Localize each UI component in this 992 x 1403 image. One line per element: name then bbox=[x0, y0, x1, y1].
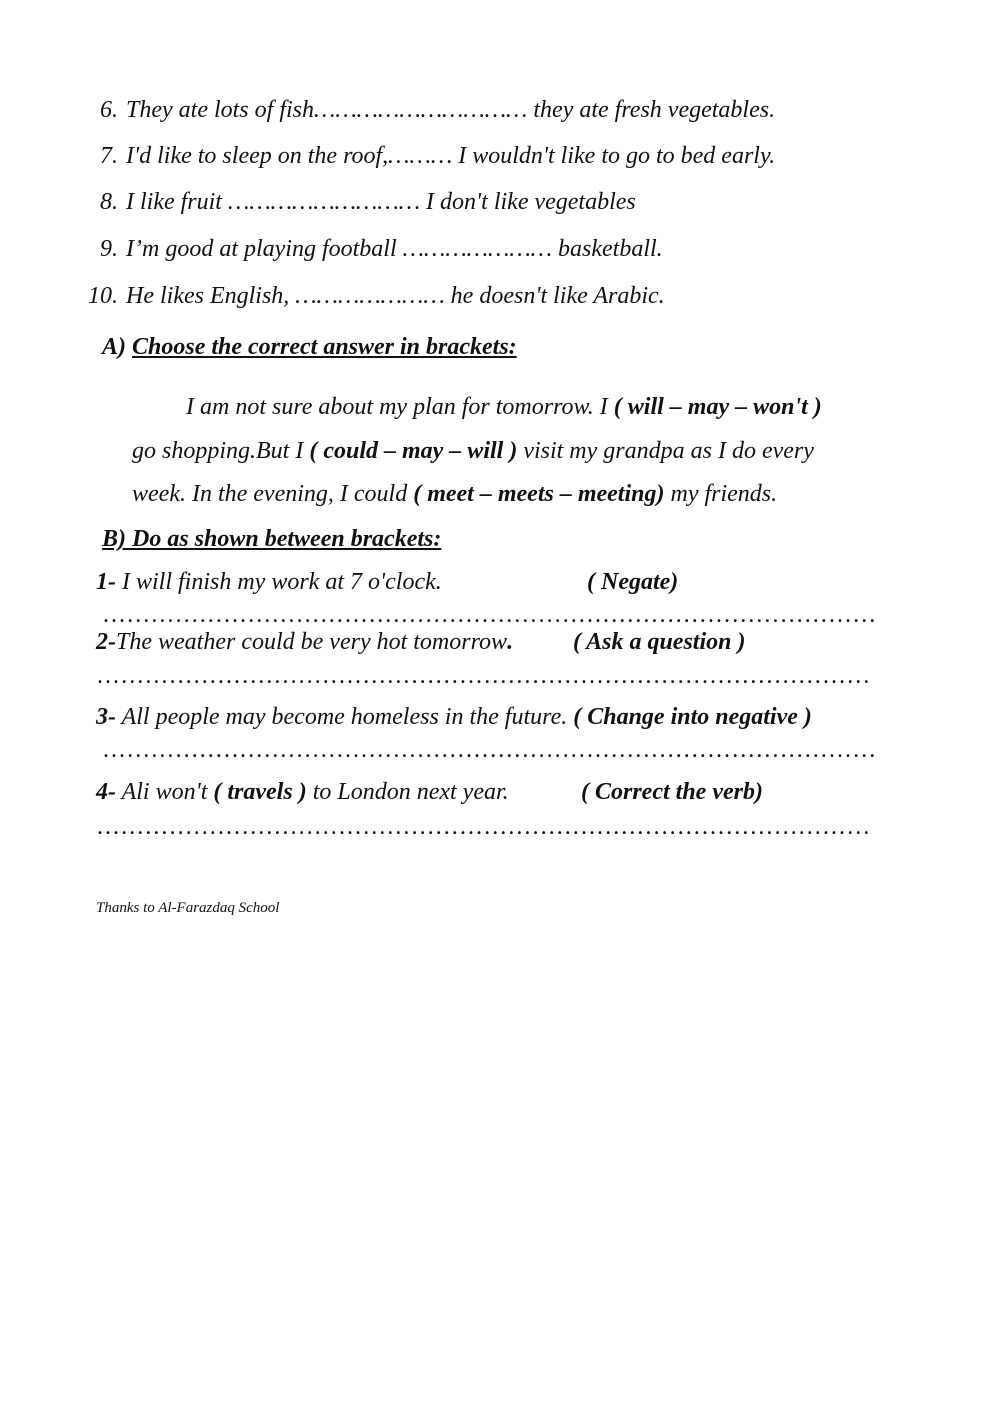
item-number: 7. bbox=[100, 143, 118, 169]
section-a-line-2 bbox=[132, 436, 814, 466]
section-b-item-2 bbox=[96, 627, 513, 657]
section-b-item-3 bbox=[96, 702, 812, 732]
item-number: 8. bbox=[100, 189, 118, 215]
item-text: to London next year. bbox=[306, 779, 509, 805]
numbered-item-6 bbox=[86, 95, 775, 125]
answer-options: ( will – may – won't ) bbox=[613, 394, 822, 420]
item-number: 3- bbox=[96, 704, 116, 730]
item-text: All people may become homeless in the future. bbox=[116, 704, 574, 730]
item-text: I’m good at playing football ………………… basketball. bbox=[126, 236, 663, 262]
item-text: I will finish my work at 7 o'clock. bbox=[116, 569, 442, 595]
paragraph-text: week. In the evening, I could bbox=[132, 481, 414, 507]
paragraph-text: visit my grandpa as I do every bbox=[517, 438, 814, 464]
answer-line[interactable]: …………………………………………………………………………………… bbox=[102, 602, 877, 628]
instruction-ask-question: ( Ask a question ) bbox=[573, 629, 746, 655]
item-number: 10. bbox=[88, 283, 118, 309]
answer-line[interactable]: …………………………………………………………………………………… bbox=[96, 814, 871, 840]
numbered-item-8 bbox=[86, 187, 636, 217]
item-text: They ate lots of fish………………………… they ate fresh vegetables. bbox=[126, 97, 776, 123]
item-number: 1- bbox=[96, 569, 116, 595]
answer-options: ( could – may – will ) bbox=[309, 438, 518, 464]
paragraph-text: go shopping.But I bbox=[132, 438, 310, 464]
item-number: 4- bbox=[96, 779, 116, 805]
paragraph-text: I am not sure about my plan for tomorrow. I bbox=[186, 394, 614, 420]
item-text: I like fruit ……………………… I don't like vegetables bbox=[126, 189, 636, 215]
section-b-heading: B) Do as shown between brackets: bbox=[102, 526, 442, 552]
section-a-line-1 bbox=[186, 392, 822, 422]
instruction-correct-verb: ( Correct the verb) bbox=[581, 779, 763, 805]
item-period: . bbox=[507, 629, 514, 655]
footer-credit: Thanks to Al-Farazdaq School bbox=[96, 900, 280, 916]
instruction-change-negative: ( Change into negative ) bbox=[573, 704, 812, 730]
instruction-negate: ( Negate) bbox=[587, 569, 679, 595]
paragraph-text: my friends. bbox=[664, 481, 778, 507]
section-b-item-1 bbox=[96, 567, 442, 597]
section-a-line-3 bbox=[132, 479, 777, 509]
numbered-item-9 bbox=[86, 234, 663, 264]
item-text: He likes English, ………………… he doesn't like Arabic. bbox=[126, 283, 665, 309]
item-text: I'd like to sleep on the roof,……… I wouldn't like to go to bed early. bbox=[126, 143, 776, 169]
item-text: Ali won't bbox=[116, 779, 214, 805]
answer-line[interactable]: …………………………………………………………………………………… bbox=[102, 737, 877, 763]
item-number: 6. bbox=[100, 97, 118, 123]
item-text: The weather could be very hot tomorrow bbox=[116, 629, 508, 655]
numbered-item-10 bbox=[86, 281, 665, 311]
section-a-heading bbox=[102, 332, 517, 362]
verb-to-correct: ( travels ) bbox=[213, 779, 307, 805]
answer-options: ( meet – meets – meeting) bbox=[413, 481, 665, 507]
section-a-letter: A) bbox=[102, 334, 126, 360]
numbered-item-7 bbox=[86, 141, 775, 171]
item-number: 2- bbox=[96, 629, 116, 655]
section-a-title: Choose the correct answer in brackets: bbox=[132, 334, 517, 360]
answer-line[interactable]: …………………………………………………………………………………… bbox=[96, 663, 871, 689]
section-b-item-4 bbox=[96, 777, 509, 807]
item-number: 9. bbox=[100, 236, 118, 262]
